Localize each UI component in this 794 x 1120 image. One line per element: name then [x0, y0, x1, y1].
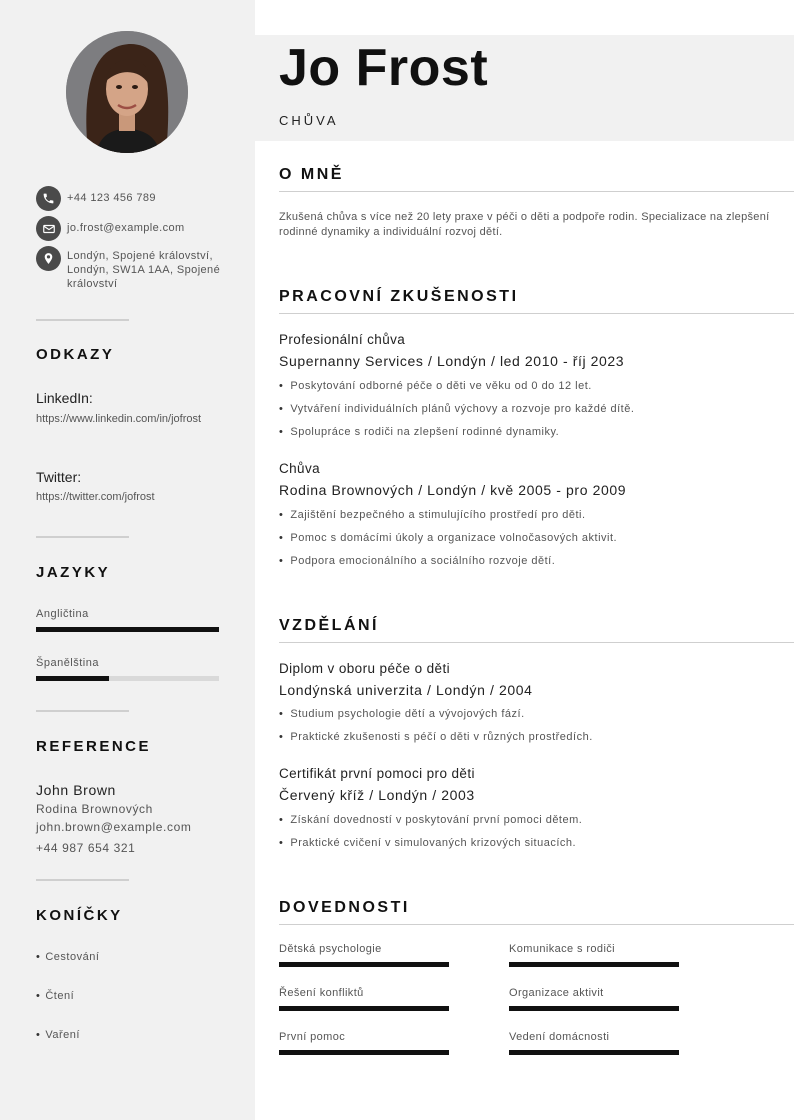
section-rule [279, 642, 794, 643]
education-bullet: • Praktické zkušenosti s péčí o děti v různých prostředích. [279, 731, 593, 743]
education-heading: VZDĚLÁNÍ [279, 617, 379, 634]
hobby-item: • Cestování [36, 951, 100, 963]
job-employer: Supernanny Services / Londýn / led 2010 - říj 2023 [279, 353, 625, 369]
skill-level-bar [279, 1006, 449, 1011]
skill-level-bar [509, 1050, 679, 1055]
linkedin-label: LinkedIn: [36, 390, 93, 406]
languages-heading: JAZYKY [36, 564, 111, 581]
experience-heading: PRACOVNÍ ZKUŠENOSTI [279, 288, 519, 305]
job-bullet: • Zajištění bezpečného a stimulujícího prostředí pro děti. [279, 509, 586, 521]
job-position: Profesionální chůva [279, 332, 406, 347]
hobby-item: • Čtení [36, 990, 75, 1002]
reference-phone: +44 987 654 321 [36, 841, 136, 855]
education-degree: Diplom v oboru péče o děti [279, 661, 450, 676]
job-bullet: • Pomoc s domácími úkoly a organizace volnočasových aktivit. [279, 532, 618, 544]
reference-email[interactable]: john.brown@example.com [36, 820, 192, 834]
contact-email [36, 216, 185, 241]
education-degree: Certifikát první pomoci pro děti [279, 766, 475, 781]
skill-level-bar [509, 1006, 679, 1011]
phone-icon [36, 186, 61, 211]
address-text: Londýn, Spojené království, Londýn, SW1A 1AA, Spojené království [67, 250, 221, 290]
skill-name: První pomoc [279, 1031, 346, 1043]
education-bullet: • Získání dovedností v poskytování první pomoci dětem. [279, 814, 583, 826]
reference-name: John Brown [36, 782, 116, 798]
mail-icon [36, 216, 61, 241]
education-bullet: • Praktické cvičení v simulovaných krizových situacích. [279, 837, 577, 849]
skills-heading: DOVEDNOSTI [279, 899, 410, 916]
language-level-bar [36, 676, 219, 681]
links-heading: ODKAZY [36, 346, 115, 363]
linkedin-link[interactable]: https://www.linkedin.com/in/jofrost [36, 413, 202, 425]
hobby-item: • Vaření [36, 1029, 80, 1041]
job-bullet: • Poskytování odborné péče o děti ve věku od 0 do 12 let. [279, 380, 592, 392]
skill-name: Dětská psychologie [279, 943, 382, 955]
references-heading: REFERENCE [36, 738, 152, 755]
job-bullet: • Spolupráce s rodiči na zlepšení rodinné dynamiky. [279, 426, 560, 438]
reference-company: Rodina Brownových [36, 802, 153, 816]
skill-name: Komunikace s rodiči [509, 943, 616, 955]
section-rule [279, 191, 794, 192]
education-institution: Londýnská univerzita / Londýn / 2004 [279, 682, 533, 698]
job-title: CHŮVA [279, 113, 339, 128]
sidebar-divider [36, 319, 129, 321]
section-rule [279, 313, 794, 314]
email-link[interactable]: jo.frost@example.com [67, 222, 185, 234]
skill-name: Řešení konfliktů [279, 987, 364, 999]
job-bullet: • Podpora emocionálního a sociálního rozvoje dětí. [279, 555, 556, 567]
skill-name: Vedení domácnosti [509, 1031, 610, 1043]
job-employer: Rodina Brownových / Londýn / kvě 2005 - pro 2009 [279, 482, 627, 498]
sidebar-divider [36, 710, 129, 712]
contact-address [36, 246, 227, 291]
section-rule [279, 924, 794, 925]
about-text: Zkušená chůva s více než 20 lety praxe v péči o děti a podpoře rodin. Specializace na zlepšení rodinné dynamiky a individuální rozvoj dětí. [279, 211, 770, 238]
phone-text: +44 123 456 789 [67, 192, 156, 204]
language-name: Angličtina [36, 608, 89, 620]
profile-photo [66, 31, 188, 153]
person-name: Jo Frost [279, 39, 489, 97]
hobbies-heading: KONÍČKY [36, 907, 123, 924]
skill-name: Organizace aktivit [509, 987, 604, 999]
language-level-bar [36, 627, 219, 632]
twitter-link[interactable]: https://twitter.com/jofrost [36, 491, 155, 503]
location-pin-icon [36, 246, 61, 271]
education-institution: Červený kříž / Londýn / 2003 [279, 787, 475, 803]
skill-level-bar [279, 962, 449, 967]
language-name: Španělština [36, 657, 99, 669]
education-bullet: • Studium psychologie dětí a vývojových fází. [279, 708, 525, 720]
about-heading: O MNĚ [279, 166, 344, 183]
job-bullet: • Vytváření individuálních plánů výchovy a rozvoje pro každé dítě. [279, 403, 635, 415]
skill-level-bar [279, 1050, 449, 1055]
twitter-label: Twitter: [36, 469, 82, 485]
sidebar-divider [36, 879, 129, 881]
contact-phone [36, 186, 156, 211]
skill-level-bar [509, 962, 679, 967]
job-position: Chůva [279, 461, 321, 476]
sidebar-divider [36, 536, 129, 538]
